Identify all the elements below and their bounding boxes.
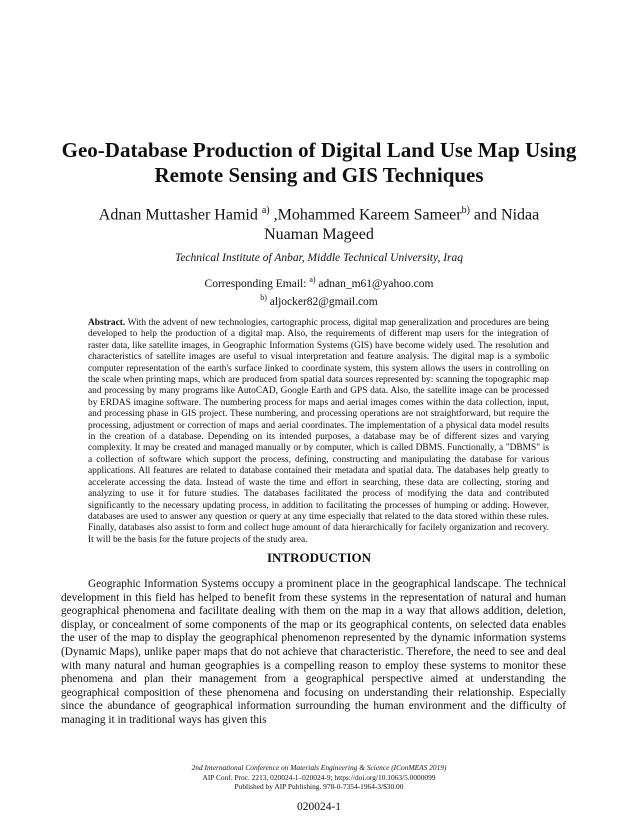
email-address: aljocker82@gmail.com: [266, 295, 378, 308]
introduction-paragraph: Geographic Information Systems occupy a prominent place in the geographical landscape. The technical development in this field has helped to benefit from these systems in the representation of natural and human geographical phenomena and facilitate dealing with them on the map in a way that allows addition, deletion, display, or concealment of some components of the map or its geographical contents, on selected data enables the user of the map to display the geographical phenomenon represented by the dynamic information systems (Dynamic Maps), unlike paper maps that do not achieve that characteristic. Therefore, the need to see and deal with many natural and human geographies is a compelling reason to employ these systems to monitor these phenomena and plan their management from a geographical perspective aimed at understanding the geographical composition of these phenomena and focusing on understanding their relationship. Especially since the abundance of geographical information surrounding the human environment and the difficulty of managing it in traditional ways has given this: [61, 578, 566, 726]
footer-conference: 2nd International Conference on Materials Engineering & Science (IConMEAS 2019): [191, 763, 447, 772]
email-mark: b): [260, 292, 267, 302]
page-number: 020024-1: [296, 801, 342, 813]
footer-doi: AIP Conf. Proc. 2213, 020024-1–020024-9; https://doi.org/10.1063/5.0000099: [202, 772, 436, 782]
author-list: [60, 201, 578, 245]
corresponding-email: [40, 273, 598, 309]
author-name-continued: Nuaman Mageed: [264, 226, 374, 244]
author-name: Adnan Muttasher Hamid: [98, 206, 258, 224]
affiliation: Technical Institute of Anbar, Middle Technical University, Iraq: [174, 252, 463, 264]
abstract-label: Abstract.: [88, 318, 126, 328]
abstract-text: With the advent of new technologies, cartographic process, digital map generalization and procedures are being developed to help the production of a digital map. Also, the requirements of different map users for the integration of raster data, like satellite images, in Geographic Information Systems (GIS) have become widely used. The resolution and characteristics of satellite images are useful to visual interpretation and feature analysis. The digital map is a symbolic computer representation of the earth's surface linked to coordinate system, this system allows the users in controlling on the scale when printing maps, which are produced from spatial data sources represented by: scanning the topographic map and processing by many programs like AutoCAD, Google Earth and GPS data. Also, the satellite image can be processed by ERDAS imagine software. The numbering process for maps and aerial images comes within the data collection, input, and processing phase in GIS project. These numbering, and processing operations are not straightforward, but require the processing, adjustment or correction of maps and aerial coordinates. The implementation of a physical data model results in the creation of a database. Depending on its intended purposes, a database may be of different sizes and varying complexity. It may be created and managed manually or by computer, which is called DBMS. Functionally, a "DBMS" is a collection of software which support the process, defining, constructing and manipulating the database for various applications. All features are related to database contained their metadata and spatial data. The databases help greatly to accelerate accessing the data. Instead of waste the time and effort in searching, these data are collecting, storing and analyzing to use it for future studies. The databases facilitated the process of modifying the data and contributed significantly to the necessary updating process, in addition to facilitating the processes of humping or adding. However, databases are used to answer any question or query at any time especially that related to the data stored within these rules. Finally, databases also assist to form and collect huge amount of data hierarchically for facilely organization and recovery. It will be the basis for the future projects of the study area.: [88, 318, 549, 545]
abstract: [88, 318, 549, 546]
email-address: adnan_m61@yahoo.com: [315, 277, 434, 290]
title-line-1: Geo-Database Production of Digital Land Use Map Using: [61, 138, 577, 162]
affiliation-mark: b): [461, 205, 470, 216]
footer-citation: [140, 763, 498, 792]
author-name: and Nidaa: [469, 206, 540, 224]
footer-publisher: Published by AIP Publishing. 978-0-7354-1964-3/$30.00: [234, 782, 404, 792]
paper-title: [40, 138, 598, 188]
title-line-2: Remote Sensing and GIS Techniques: [154, 163, 484, 187]
email-mark: a): [309, 275, 316, 284]
section-heading: INTRODUCTION: [266, 550, 371, 565]
email-label: Corresponding Email:: [204, 277, 310, 290]
author-name: ,Mohammed Kareem Sameer: [269, 206, 462, 224]
affiliation-mark: a): [261, 205, 270, 216]
